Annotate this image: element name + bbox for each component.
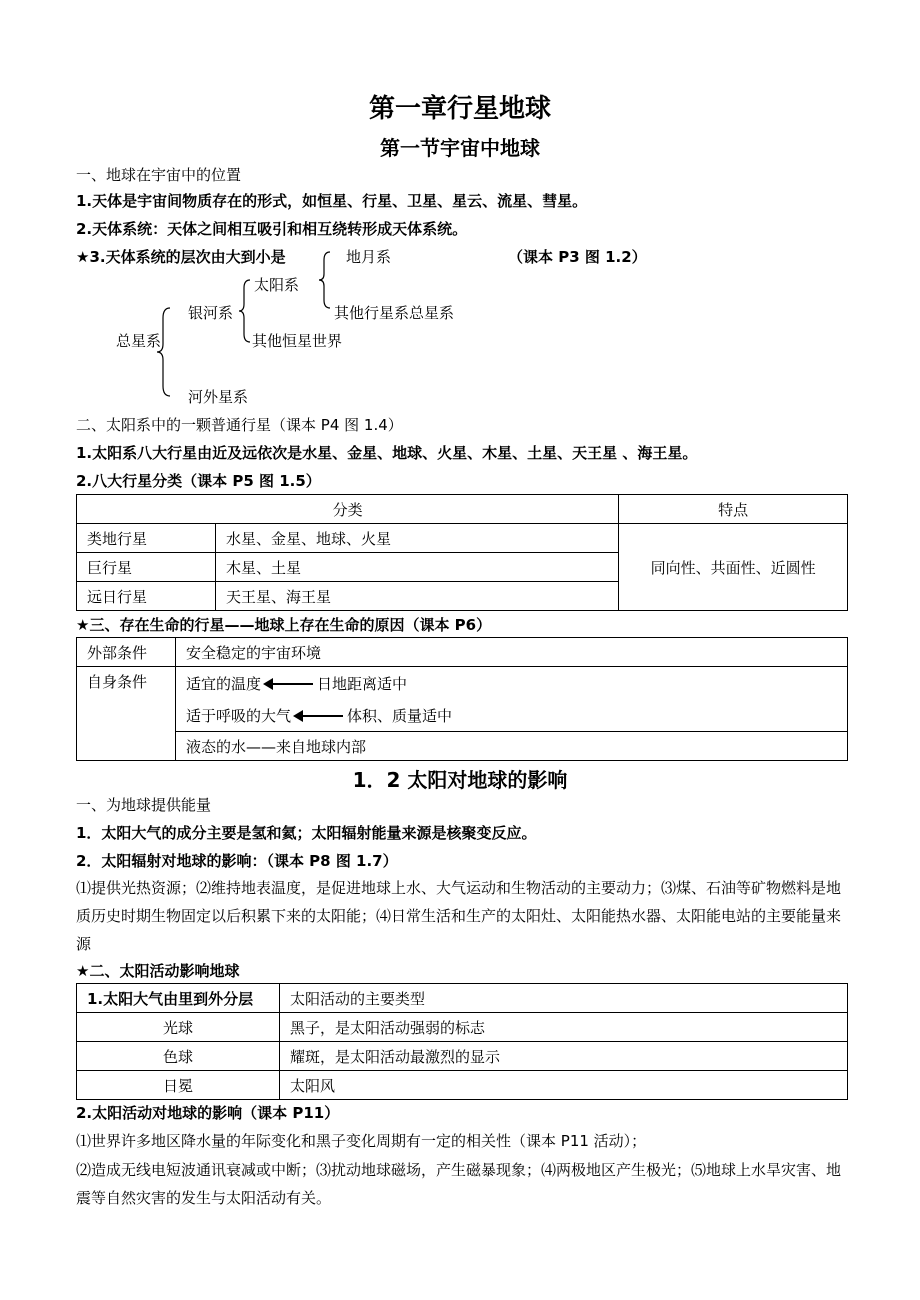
paragraph-celestial-bodies: 1.天体是宇宙间物质存在的形式，如恒星、行星、卫星、星云、流星、彗星。 bbox=[76, 192, 588, 210]
paragraph-eight-planets: 1.太阳系八大行星由近及远依次是水星、金星、地球、火星、木星、土星、天王星 、海王星。 bbox=[76, 444, 698, 462]
life-table bbox=[76, 637, 848, 761]
planet-feature: 同向性、共面性、近圆性 bbox=[619, 524, 848, 611]
brace-total-galaxy bbox=[156, 306, 172, 398]
chapter-title: 第一章行星地球 bbox=[368, 94, 551, 124]
node-other-planets: 其他行星系总星系 bbox=[334, 304, 455, 322]
brace-solar bbox=[318, 250, 332, 310]
sun-activity-type: 耀斑，是太阳活动最激烈的显示 bbox=[280, 1042, 848, 1071]
arrow-left-icon bbox=[265, 683, 313, 685]
internal-condition-label: 自身条件 bbox=[77, 667, 176, 761]
planet-type: 巨行星 bbox=[77, 553, 216, 582]
textbook-reference: （课本 P3 图 1.2） bbox=[508, 248, 647, 266]
sun-activity-type: 黑子，是太阳活动强弱的标志 bbox=[280, 1013, 848, 1042]
paragraph-radiation-details: ⑴提供光热资源；⑵维持地表温度，是促进地球上水、大气运动和生物活动的主要动力；⑶煤、石油等矿物燃料是地质历史时期生物固定以后积累下来的太阳能；⑷日常生活和生产的太阳灶、太阳能热水器、太阳能电站的主要能量来源 bbox=[76, 879, 842, 953]
sun-table-head-layer: 1.太阳大气由里到外分层 bbox=[77, 984, 280, 1013]
condition-temperature-cause: 日地距离适中 bbox=[317, 674, 408, 693]
node-total-galaxy: 总星系 bbox=[116, 332, 162, 350]
paragraph-sun-atmosphere: 1．太阳大气的成分主要是氢和氦；太阳辐射能量来源是核聚变反应。 bbox=[76, 824, 537, 842]
sun-layer: 色球 bbox=[77, 1042, 280, 1071]
paragraph-precipitation: ⑴世界许多地区降水量的年际变化和黑子变化周期有一定的相关性（课本 P11 活动）； bbox=[76, 1132, 647, 1150]
sun-layer-table bbox=[76, 983, 848, 1100]
paragraph-celestial-system: 2.天体系统：天体之间相互吸引和相互绕转形成天体系统。 bbox=[76, 220, 468, 238]
paragraph-radiation-impact: 2．太阳辐射对地球的影响：（课本 P8 图 1.7） bbox=[76, 852, 398, 870]
node-milky-way: 银河系 bbox=[188, 304, 234, 322]
planet-type: 类地行星 bbox=[77, 524, 216, 553]
condition-water: 液态的水——来自地球内部 bbox=[176, 732, 848, 761]
brace-milky-way bbox=[238, 278, 252, 344]
section-title: 第一节宇宙中地球 bbox=[380, 136, 540, 160]
planet-members: 木星、土星 bbox=[216, 553, 619, 582]
paragraph-planet-classification: 2.八大行星分类（课本 P5 图 1.5） bbox=[76, 472, 321, 490]
condition-temperature-text: 适宜的温度 bbox=[186, 674, 262, 693]
heading-energy: 一、为地球提供能量 bbox=[76, 796, 212, 814]
node-solar-system: 太阳系 bbox=[254, 276, 300, 294]
sun-activity-type: 太阳风 bbox=[280, 1071, 848, 1100]
condition-atmosphere bbox=[176, 699, 848, 732]
node-earth-moon: 地月系 bbox=[346, 248, 392, 266]
sun-layer: 日冕 bbox=[77, 1071, 280, 1100]
heading-position: 一、地球在宇宙中的位置 bbox=[76, 166, 242, 184]
section2-title: 1．2 太阳对地球的影响 bbox=[352, 768, 568, 792]
planet-table bbox=[76, 494, 848, 611]
external-condition-label: 外部条件 bbox=[77, 638, 176, 667]
paragraph-activity-effects: ⑵造成无线电短波通讯衰减或中断；⑶扰动地球磁场，产生磁暴现象；⑷两极地区产生极光；⑸地球上水旱灾害、地震等自然灾害的发生与太阳活动有关。 bbox=[76, 1161, 842, 1207]
sun-table-head-type: 太阳活动的主要类型 bbox=[280, 984, 848, 1013]
condition-atmosphere-text: 适于呼吸的大气 bbox=[186, 706, 292, 725]
sun-layer: 光球 bbox=[77, 1013, 280, 1042]
condition-temperature bbox=[176, 667, 848, 700]
planet-members: 水星、金星、地球、火星 bbox=[216, 524, 619, 553]
planet-table-head-feature: 特点 bbox=[619, 495, 848, 524]
planet-type: 远日行星 bbox=[77, 582, 216, 611]
heading-solar-activity: ★二、太阳活动影响地球 bbox=[76, 962, 240, 980]
condition-atmosphere-cause: 体积、质量适中 bbox=[347, 706, 453, 725]
heading-life-planet: ★三、存在生命的行星——地球上存在生命的原因（课本 P6） bbox=[76, 616, 492, 634]
external-condition-value: 安全稳定的宇宙环境 bbox=[176, 638, 848, 667]
arrow-left-icon bbox=[295, 715, 343, 717]
node-other-galaxies: 河外星系 bbox=[188, 388, 249, 406]
heading-solar-system: 二、太阳系中的一颗普通行星（课本 P4 图 1.4） bbox=[76, 416, 403, 434]
paragraph-hierarchy: ★3.天体系统的层次由大到小是 bbox=[76, 248, 286, 266]
planet-members: 天王星、海王星 bbox=[216, 582, 619, 611]
node-other-stars: 其他恒星世界 bbox=[252, 332, 343, 350]
planet-table-head-class: 分类 bbox=[77, 495, 619, 524]
paragraph-activity-impact: 2.太阳活动对地球的影响（课本 P11） bbox=[76, 1104, 340, 1122]
